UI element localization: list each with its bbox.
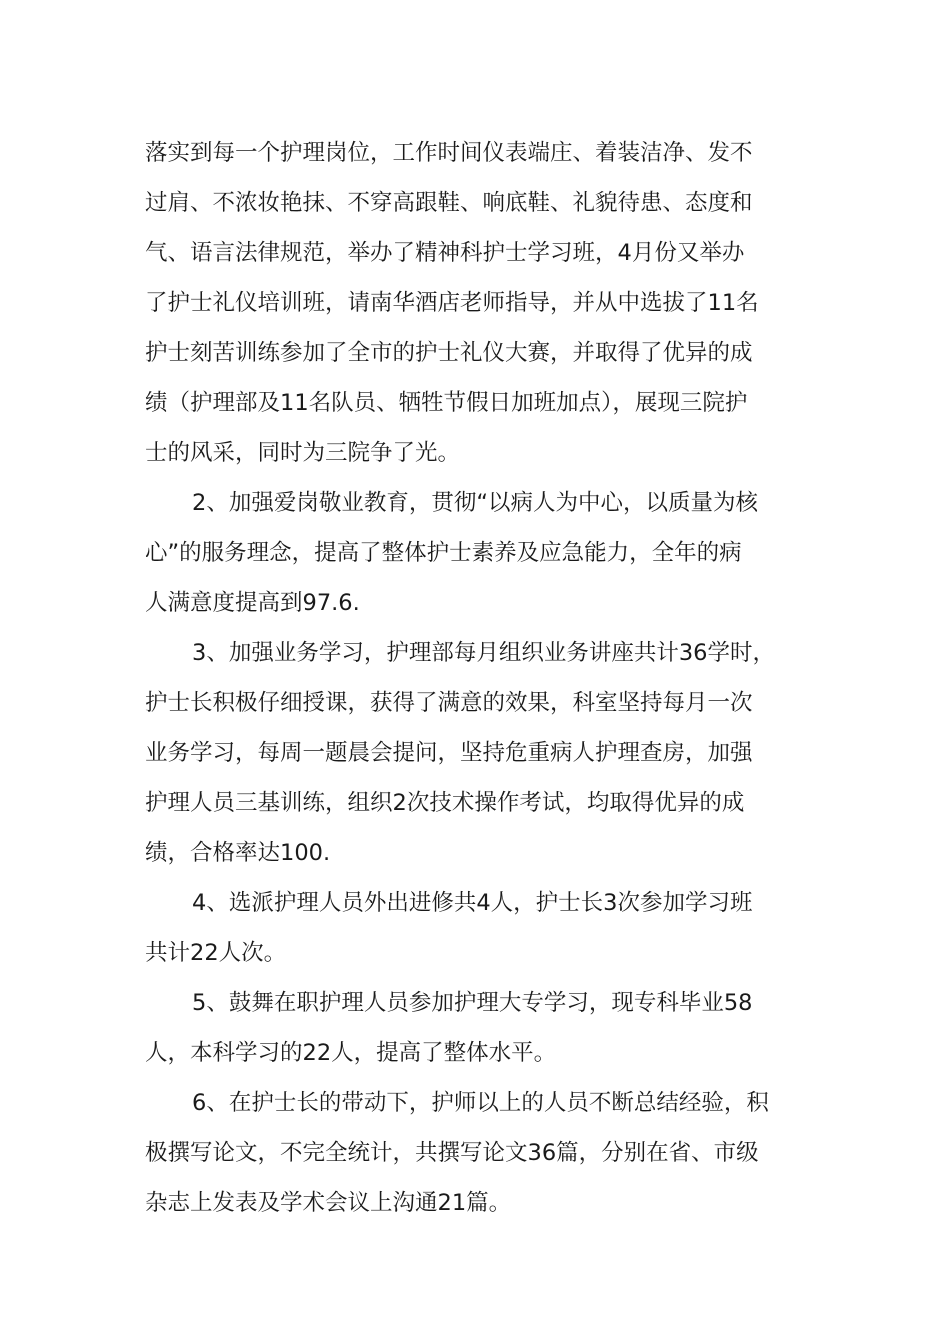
- text-line: 了护士礼仪培训班，请南华酒店老师指导，并从中选拔了11名: [145, 290, 759, 316]
- text-line: 护士刻苦训练参加了全市的护士礼仪大赛，并取得了优异的成: [145, 340, 753, 366]
- document-body: [145, 128, 810, 1228]
- text-line: 杂志上发表及学术会议上沟通21篇。: [145, 1190, 512, 1216]
- paragraph-2: [145, 478, 810, 628]
- text-line: 5、鼓舞在职护理人员参加护理大专学习，现专科毕业58: [192, 990, 753, 1016]
- text-line: 极撰写论文，不完全统计，共撰写论文36篇，分别在省、市级: [145, 1140, 759, 1166]
- text-line: 护士长积极仔细授课，获得了满意的效果，科室坚持每月一次: [145, 690, 753, 716]
- text-line: 6、在护士长的带动下，护师以上的人员不断总结经验，积: [192, 1090, 769, 1116]
- text-line: 2、加强爱岗敬业教育，贯彻“以病人为中心，以质量为核: [192, 490, 758, 516]
- text-line: 4、选派护理人员外出进修共4人，护士长3次参加学习班: [192, 890, 753, 916]
- text-line: 气、语言法律规范，举办了精神科护士学习班，4月份又举办: [145, 240, 745, 266]
- text-line: 落实到每一个护理岗位，工作时间仪表端庄、着装洁净、发不: [145, 140, 753, 166]
- paragraph-3: [145, 628, 810, 878]
- text-line: 人满意度提高到97.6.: [145, 590, 360, 616]
- text-line: 绩（护理部及11名队员、牺牲节假日加班加点），展现三院护: [145, 390, 748, 416]
- text-line: 心”的服务理念，提高了整体护士素养及应急能力，全年的病: [145, 540, 742, 566]
- paragraph-6: [145, 1078, 810, 1228]
- paragraph-5: [145, 978, 810, 1078]
- text-line: 共计22人次。: [145, 940, 287, 966]
- text-line: 过肩、不浓妆艳抹、不穿高跟鞋、响底鞋、礼貌待患、态度和: [145, 190, 753, 216]
- paragraph-1: [145, 128, 810, 478]
- text-line: 绩，合格率达100.: [145, 840, 331, 866]
- text-line: 3、加强业务学习，护理部每月组织业务讲座共计36学时，: [192, 640, 775, 666]
- paragraph-4: [145, 878, 810, 978]
- text-line: 人，本科学习的22人，提高了整体水平。: [145, 1040, 557, 1066]
- text-line: 护理人员三基训练，组织2次技术操作考试，均取得优异的成: [145, 790, 745, 816]
- text-line: 士的风采，同时为三院争了光。: [145, 440, 461, 466]
- text-line: 业务学习，每周一题晨会提问，坚持危重病人护理查房，加强: [145, 740, 753, 766]
